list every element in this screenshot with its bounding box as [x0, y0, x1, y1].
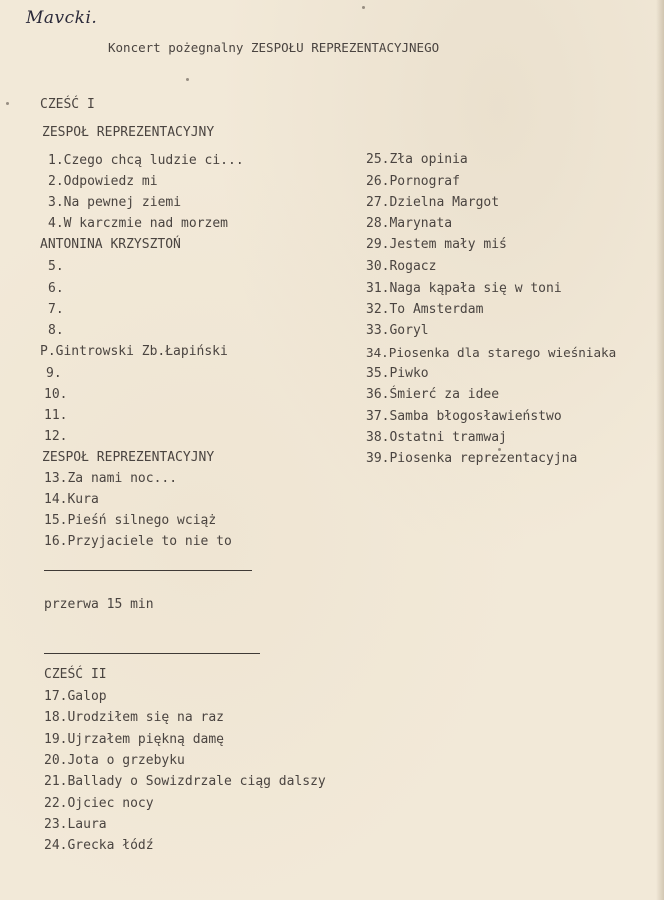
song-item: 25.Zła opinia: [366, 152, 468, 167]
song-item: 23.Laura: [44, 817, 107, 832]
song-item: 5.: [48, 259, 64, 274]
song-item: 13.Za nami noc...: [44, 471, 178, 486]
part1-heading: CZEŚĆ I: [40, 97, 95, 112]
song-item: 30.Rogacz: [366, 259, 437, 274]
paper-speck: [6, 102, 9, 105]
song-item: 39.Piosenka reprezentacyjna: [366, 451, 578, 466]
performer-heading: ZESPOŁ REPREZENTACYJNY: [42, 125, 215, 140]
paper-speck: [186, 78, 189, 81]
song-item: 3.Na pewnej ziemi: [48, 195, 182, 210]
handwritten-note: Mavcki.: [26, 8, 98, 28]
song-item: 6.: [48, 281, 64, 296]
part2-heading: CZEŚĆ II: [44, 667, 107, 682]
song-item: 4.W karczmie nad morzem: [48, 216, 229, 231]
performer-heading: P.Gintrowski Zb.Łapiński: [40, 344, 228, 359]
song-item: 22.Ojciec nocy: [44, 796, 154, 811]
paper-speck: [498, 448, 501, 451]
song-item: 33.Goryl: [366, 323, 429, 338]
song-item: 31.Naga kąpała się w toni: [366, 281, 562, 296]
song-item: 35.Piwko: [366, 366, 429, 381]
concert-title: Koncert pożegnalny ZESPOŁU REPREZENTACYJNEGO: [108, 40, 440, 55]
performer-heading: ZESPOŁ REPREZENTACYJNY: [42, 450, 215, 465]
song-item: 38.Ostatni tramwaj: [366, 430, 507, 445]
section-divider: [44, 653, 260, 654]
song-item: 21.Ballady o Sowizdrzale ciąg dalszy: [44, 774, 326, 789]
song-item: 24.Grecka łódź: [44, 838, 154, 853]
song-item: 14.Kura: [44, 492, 99, 507]
song-item: 11.: [44, 408, 68, 423]
song-item: 29.Jestem mały miś: [366, 237, 507, 252]
song-item: 37.Samba błogosławieństwo: [366, 409, 562, 424]
song-item: 19.Ujrzałem piękną damę: [44, 732, 225, 747]
song-item: 16.Przyjaciele to nie to: [44, 534, 232, 549]
song-item: 1.Czego chcą ludzie ci...: [48, 153, 244, 168]
song-item: 32.To Amsterdam: [366, 302, 484, 317]
song-item: 12.: [44, 429, 68, 444]
song-item: 36.Śmierć za idee: [366, 387, 500, 402]
song-item: 17.Galop: [44, 689, 107, 704]
song-item: 34.Piosenka dla starego wieśniaka: [366, 345, 617, 360]
section-divider: [44, 570, 252, 571]
song-item: 27.Dzielna Margot: [366, 195, 500, 210]
intermission-note: przerwa 15 min: [44, 597, 154, 612]
song-item: 26.Pornograf: [366, 174, 460, 189]
song-item: 10.: [44, 387, 68, 402]
song-item: 9.: [46, 366, 62, 381]
song-item: 2.Odpowiedz mi: [48, 174, 158, 189]
song-item: 18.Urodziłem się na raz: [44, 710, 225, 725]
song-item: 28.Marynata: [366, 216, 453, 231]
song-item: 7.: [48, 302, 64, 317]
paper-speck: [362, 6, 365, 9]
song-item: 20.Jota o grzebyku: [44, 753, 185, 768]
paper-edge-shadow: [656, 0, 664, 900]
song-item: 8.: [48, 323, 64, 338]
song-item: 15.Pieśń silnego wciąż: [44, 513, 217, 528]
performer-heading: ANTONINA KRZYSZTOŃ: [40, 237, 181, 252]
